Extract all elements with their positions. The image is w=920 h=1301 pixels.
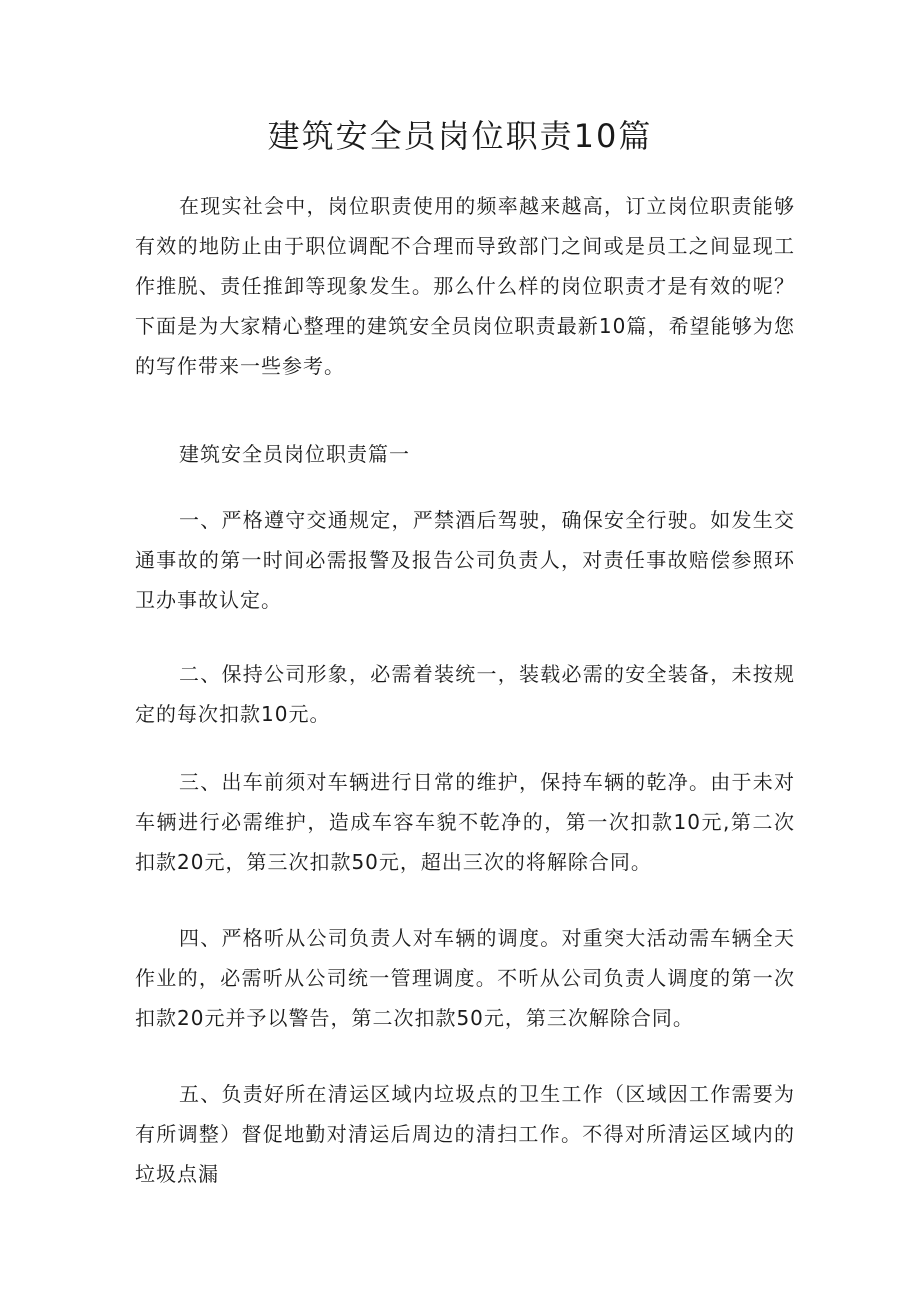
list-item-5: 五、负责好所在清运区域内垃圾点的卫生工作（区域因工作需要为有所调整）督促地勤对清运后周边的清扫工作。不得对所清运区域内的垃圾点漏 bbox=[135, 1082, 795, 1186]
section-heading: 建筑安全员岗位职责篇一 bbox=[179, 442, 410, 466]
list-item-2: 二、保持公司形象，必需着装统一，装载必需的安全装备，未按规定的每次扣款10元。 bbox=[135, 662, 795, 726]
list-item-1: 一、严格遵守交通规定，严禁酒后驾驶，确保安全行驶。如发生交通事故的第一时间必需报警及报告公司负责人，对责任事故赔偿参照环卫办事故认定。 bbox=[135, 508, 795, 612]
list-item-3: 三、出车前须对车辆进行日常的维护，保持车辆的乾净。由于未对车辆进行必需维护，造成车容车貌不乾净的，第一次扣款10元,第二次扣款20元，第三次扣款50元，超出三次的将解除合同。 bbox=[135, 770, 795, 874]
document-title: 建筑安全员岗位职责10篇 bbox=[267, 117, 653, 155]
intro-paragraph: 在现实社会中，岗位职责使用的频率越来越高，订立岗位职责能够有效的地防止由于职位调配不合理而导致部门之间或是员工之间显现工作推脱、责任推卸等现象发生。那么什么样的岗位职责才是有效的呢？下面是为大家精心整理的建筑安全员岗位职责最新10篇，希望能够为您的写作带来一些参考。 bbox=[135, 194, 795, 378]
list-item-4: 四、严格听从公司负责人对车辆的调度。对重突大活动需车辆全天作业的，必需听从公司统一管理调度。不听从公司负责人调度的第一次扣款20元并予以警告，第二次扣款50元，第三次解除合同。 bbox=[135, 926, 795, 1030]
